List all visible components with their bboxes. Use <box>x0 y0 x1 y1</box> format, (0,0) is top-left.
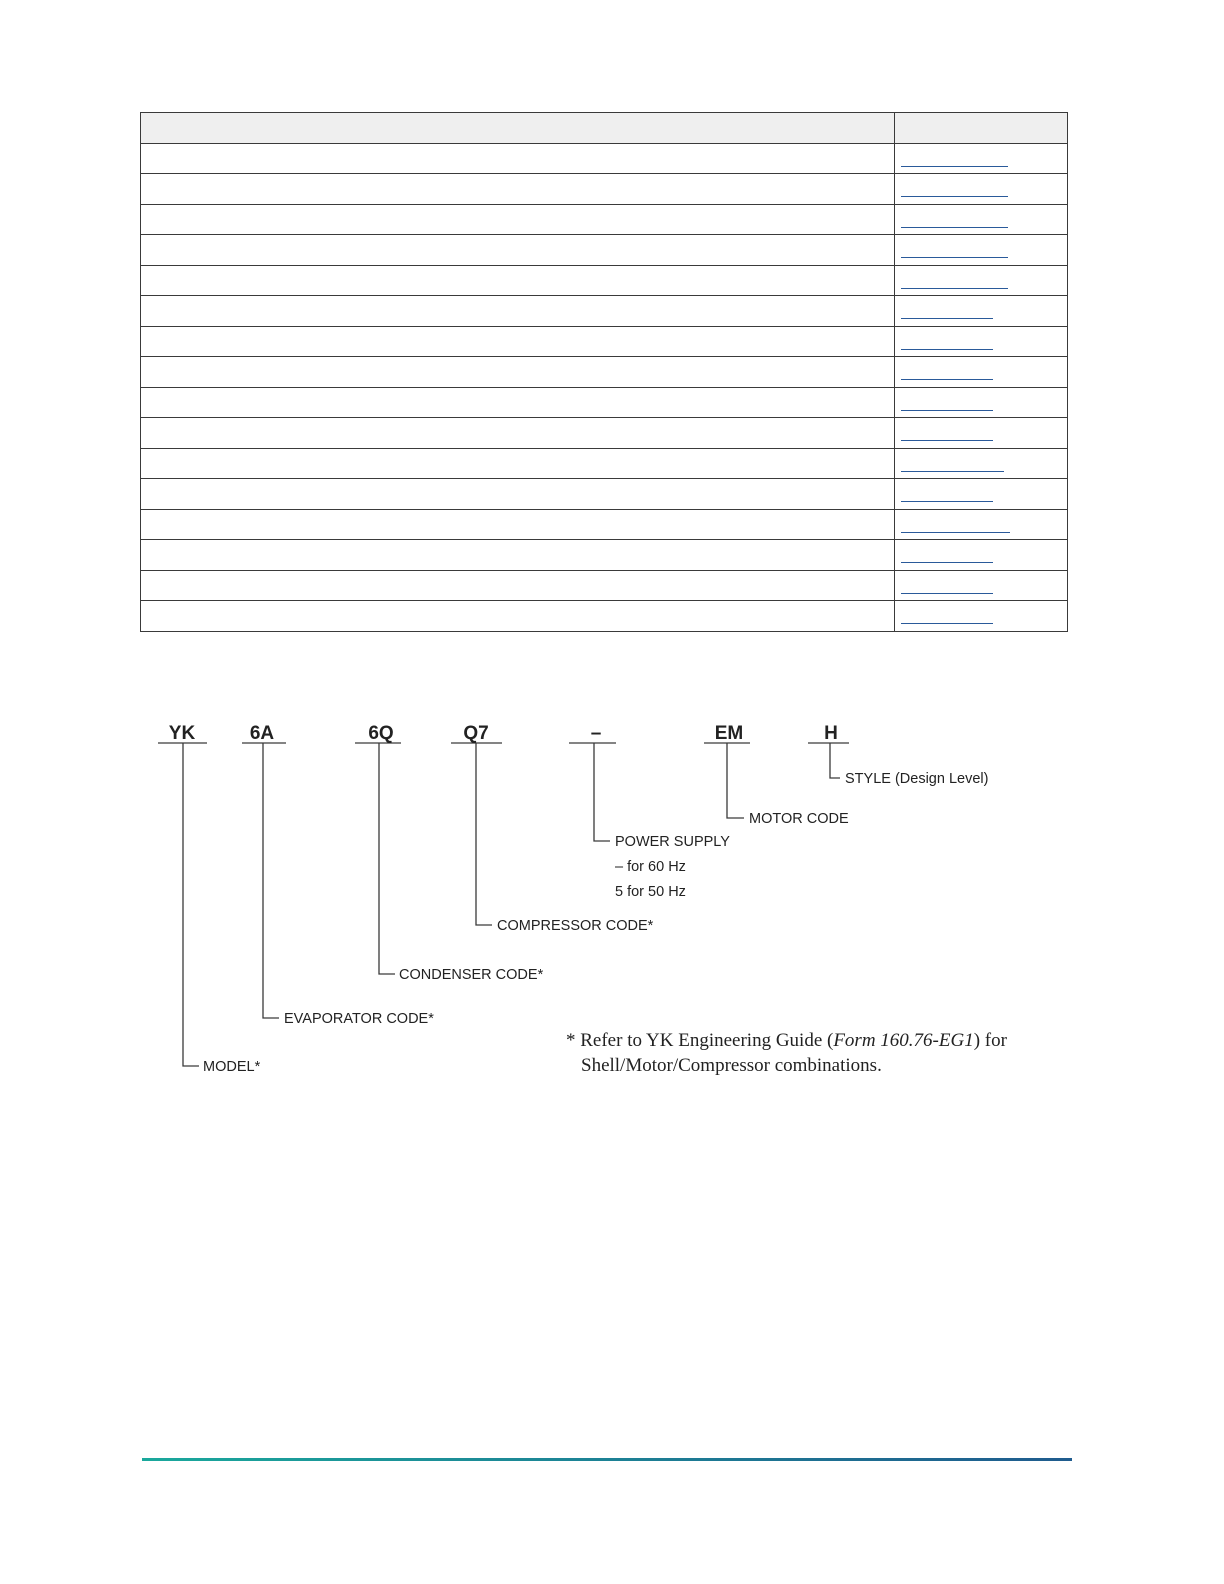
label-power-50hz: 5 for 50 Hz <box>615 884 686 900</box>
label-condenser-code: CONDENSER CODE* <box>399 967 544 983</box>
code-style: H <box>824 723 838 744</box>
code-evaporator: 6A <box>249 723 275 744</box>
footnote-form-ref: Form 160.76-EG1 <box>833 1030 974 1051</box>
footnote-suffix: ) for <box>973 1030 1007 1051</box>
footnote-line2: Shell/Motor/Compressor combinations. <box>581 1055 882 1076</box>
code-motor: EM <box>714 723 744 744</box>
footnote <box>566 1028 1086 1078</box>
footnote-prefix: * Refer to YK Engineering Guide ( <box>566 1030 834 1051</box>
label-model: MODEL* <box>203 1059 261 1075</box>
label-power-60hz: – for 60 Hz <box>615 859 686 875</box>
code-power-supply: – <box>590 723 602 744</box>
label-motor-code: MOTOR CODE <box>749 811 849 827</box>
label-style: STYLE (Design Level) <box>845 771 989 787</box>
footer-divider <box>142 1458 1072 1461</box>
label-power-supply: POWER SUPPLY <box>615 834 730 850</box>
code-compressor: Q7 <box>463 723 489 744</box>
code-condenser: 6Q <box>368 723 394 744</box>
code-model: YK <box>168 723 196 744</box>
label-evaporator-code: EVAPORATOR CODE* <box>284 1011 434 1027</box>
label-compressor-code: COMPRESSOR CODE* <box>497 918 654 934</box>
